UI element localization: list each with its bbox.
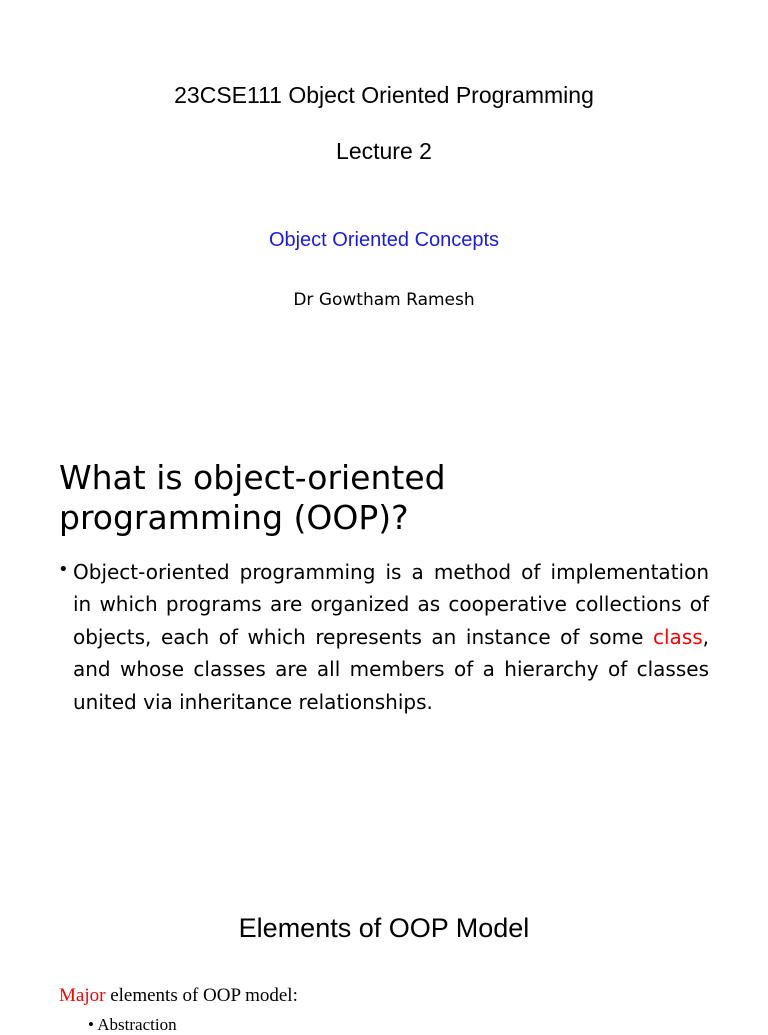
- course-title: 23CSE111 Object Oriented Programming: [174, 82, 594, 108]
- major-elements-text: elements of OOP model:: [105, 985, 298, 1006]
- definition-text-end: , and whose classes are all members of a hierarchy of classes united via inheritance relationships.: [73, 624, 709, 714]
- list-item-abstraction: [88, 1015, 177, 1035]
- elements-heading: Elements of OOP Model: [238, 913, 530, 943]
- bullet-icon: •: [58, 559, 69, 580]
- oop-question-heading: [59, 458, 719, 538]
- oop-heading-line-2: programming (OOP)?: [59, 498, 409, 537]
- major-elements-line: [59, 985, 298, 1007]
- list-item-label: Abstraction: [97, 1015, 177, 1034]
- author-name: Dr Gowtham Ramesh: [293, 290, 475, 310]
- sub-bullet-icon: •: [88, 1015, 94, 1034]
- class-keyword: class: [652, 624, 703, 649]
- major-keyword: Major: [59, 985, 106, 1006]
- lecture-number: Lecture 2: [336, 138, 432, 164]
- topic-subtitle: Object Oriented Concepts: [268, 229, 500, 251]
- oop-definition-paragraph: [73, 556, 709, 718]
- definition-text-start: Object-oriented programming is a method of implementation in which programs are organized as cooperative collections of objects, each of which represents an instance of some: [73, 560, 709, 649]
- oop-heading-line-1: What is object-oriented: [59, 458, 446, 497]
